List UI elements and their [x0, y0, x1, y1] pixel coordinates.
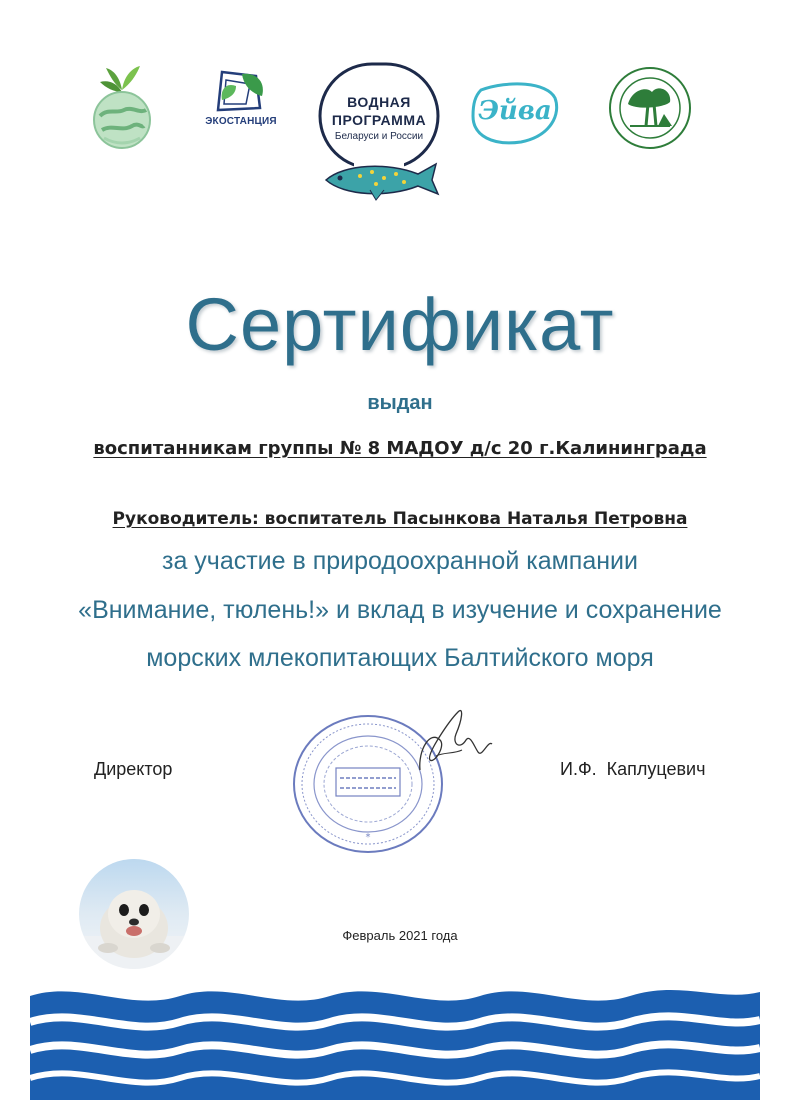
svg-text:*: * — [365, 832, 371, 843]
recipient-line: воспитанникам группы № 8 МАДОУ д/с 20 г.Калининграда — [93, 438, 707, 459]
ecostation-caption: ЭКОСТАНЦИЯ — [205, 116, 277, 127]
eiva-text: Эйва — [478, 96, 552, 126]
water-program-line2: ПРОГРАММА — [331, 112, 427, 128]
reason-line-2: «Внимание, тюлень!» и вклад в изучение и сохранение — [78, 596, 722, 624]
certificate-title: Сертификат — [185, 283, 615, 366]
fish-logo-icon — [314, 156, 444, 206]
water-program-line1: ВОДНАЯ — [347, 94, 411, 110]
leader-line: Руководитель: воспитатель Пасынкова Наталья Петровна — [112, 509, 688, 529]
reason-line-1: за участие в природоохранной кампании — [161, 547, 638, 575]
issued-label: выдан — [367, 392, 433, 414]
water-program-logo — [314, 58, 444, 206]
tree-emblem-logo-icon — [606, 64, 694, 152]
wave-border — [0, 950, 800, 1100]
reason-line-3: морских млекопитающих Балтийского моря — [146, 644, 654, 672]
director-signature — [400, 700, 500, 790]
ecostation-logo-icon — [196, 68, 286, 146]
issue-date: Февраль 2021 года — [342, 928, 458, 943]
water-program-line3: Беларуси и России — [334, 131, 424, 142]
globe-plant-logo-icon — [86, 58, 158, 150]
director-name: И.Ф. Каплуцевич — [560, 759, 706, 779]
eiva-logo-icon — [469, 80, 561, 146]
director-label: Директор — [94, 759, 173, 779]
